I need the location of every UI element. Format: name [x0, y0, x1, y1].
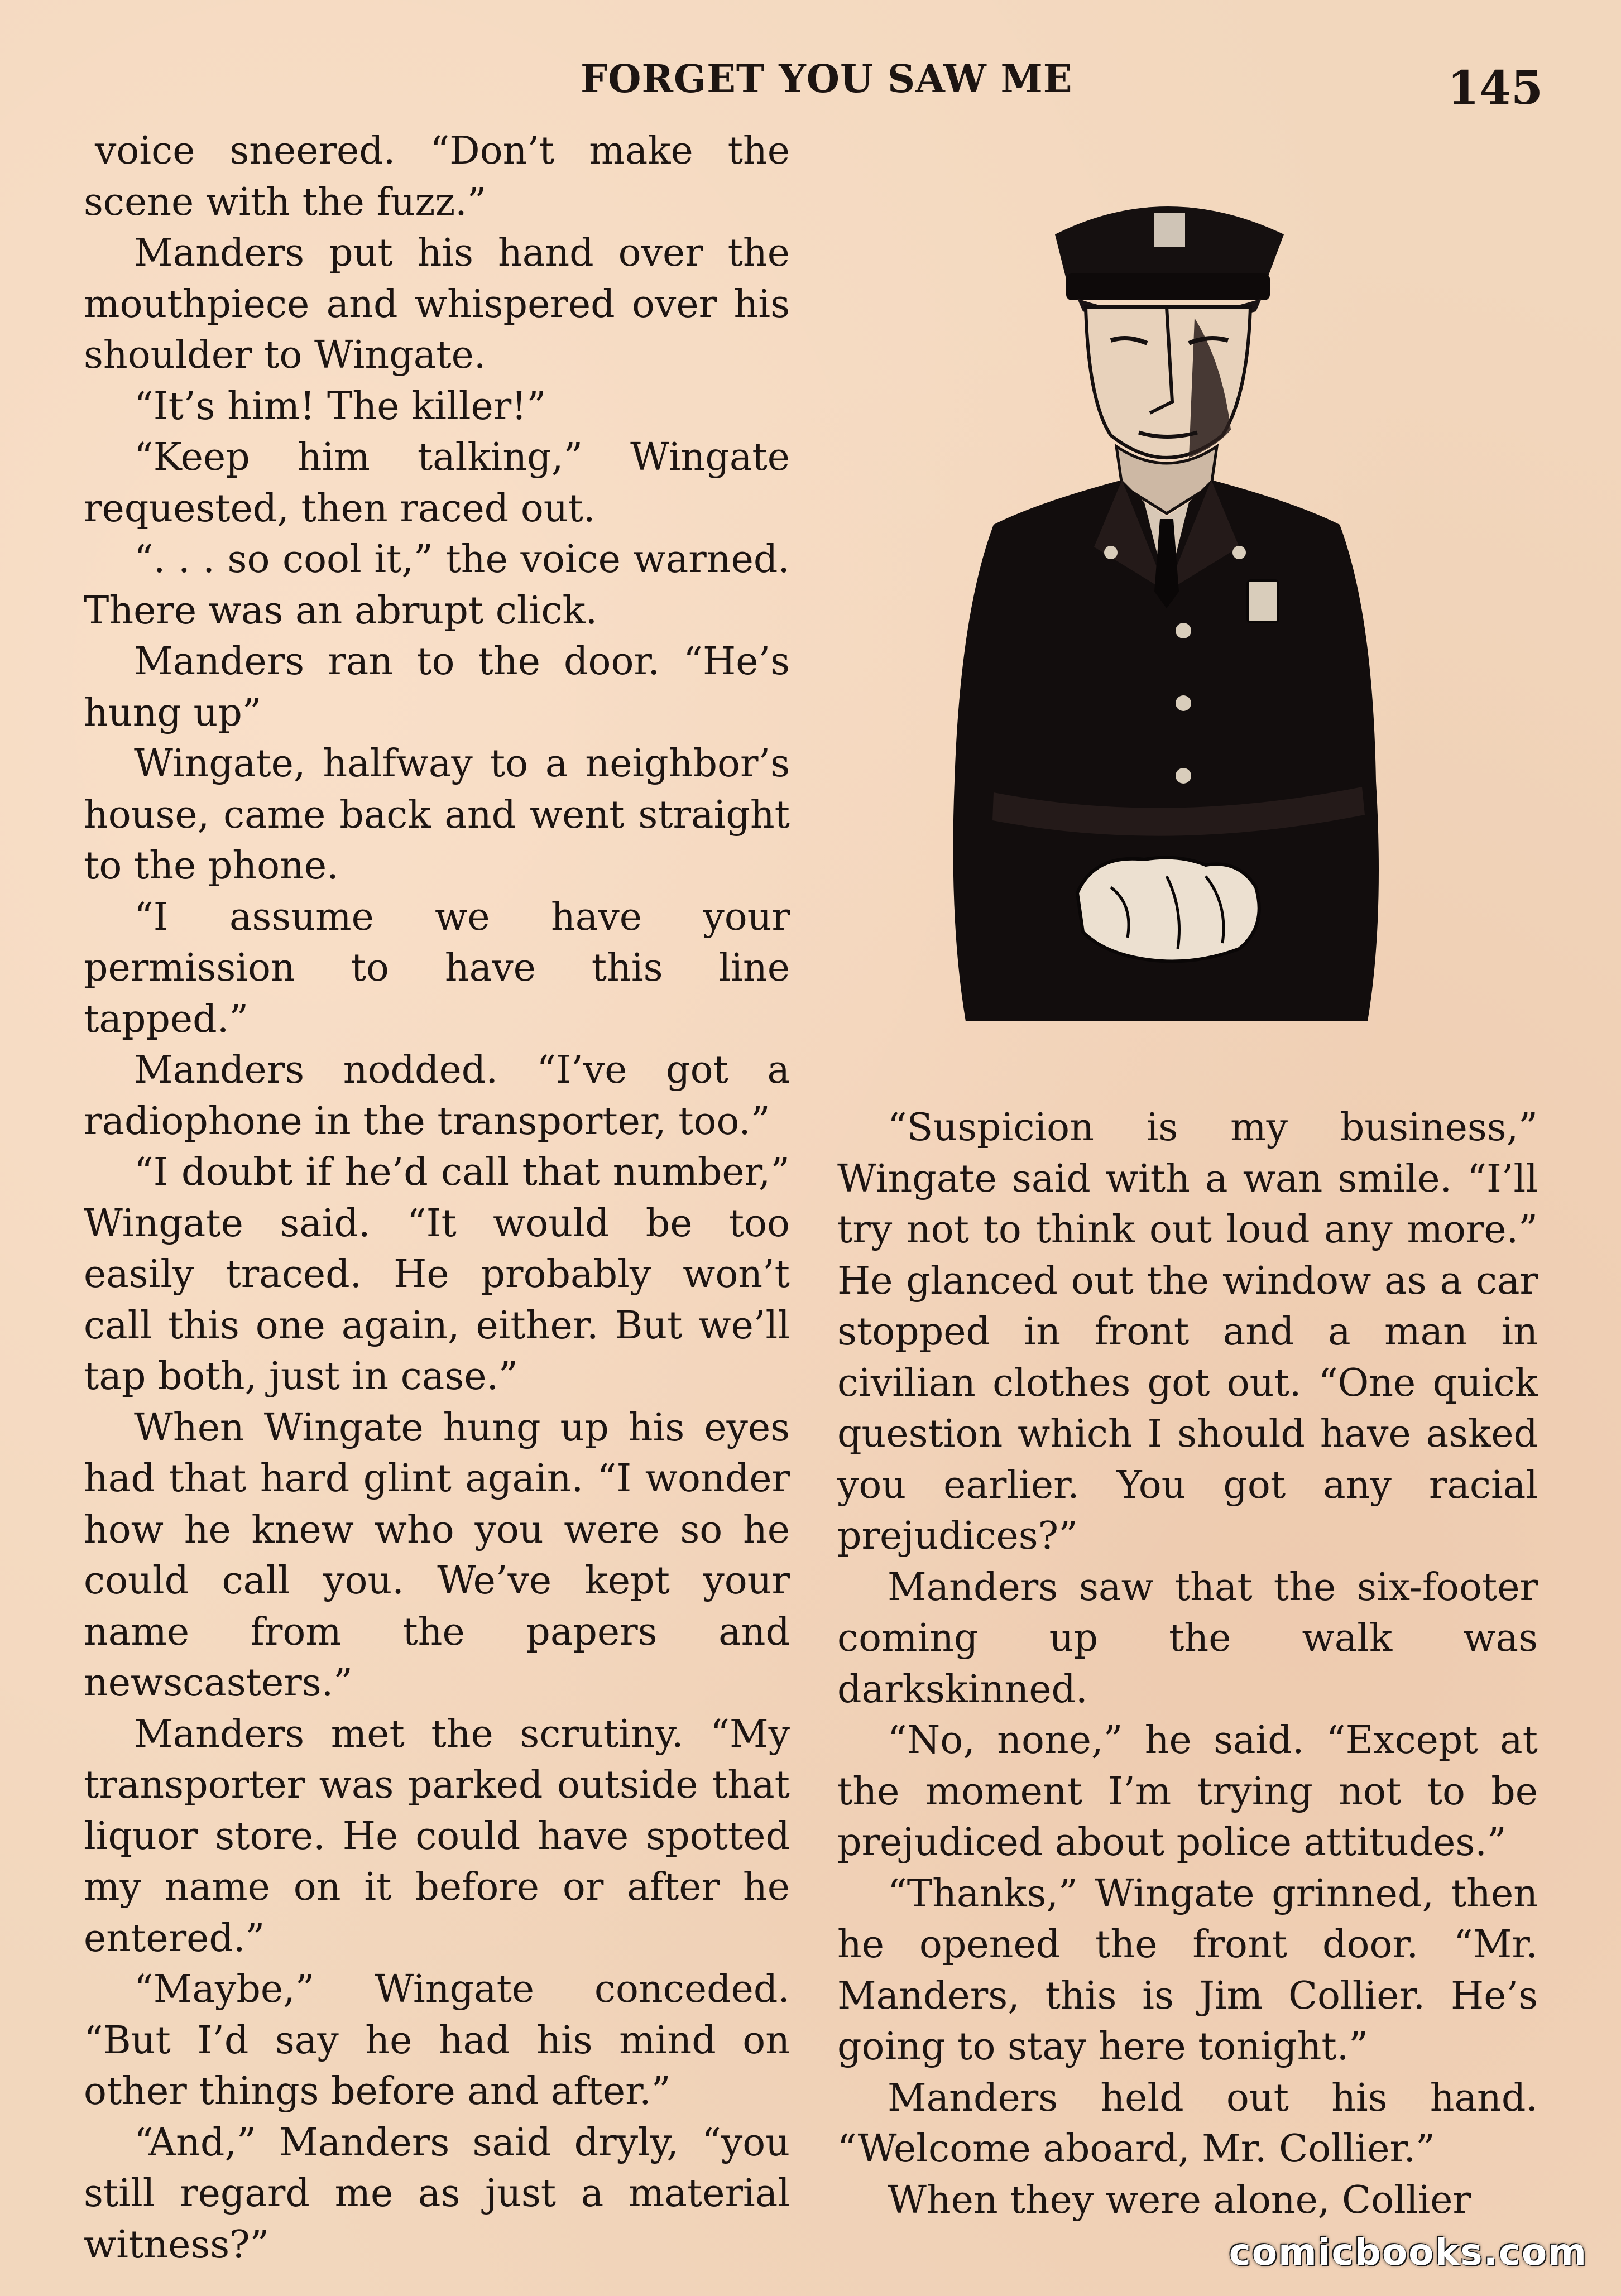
- paragraph: “Maybe,” Wingate conceded. “But I’d say he had his mind on other things before and after.”: [84, 1967, 790, 2114]
- paragraph: Manders saw that the six-footer coming up the walk was darkskinned.: [837, 1565, 1538, 1712]
- paragraph: “And,” Manders said dryly, “you still regard me as just a material witness?”: [84, 2120, 790, 2267]
- paragraph: “. . . so cool it,” the voice warned. There was an abrupt click.: [84, 537, 790, 633]
- left-text-column: [84, 126, 790, 2270]
- paragraph: Wingate, halfway to a neighbor’s house, came back and went straight to the phone.: [84, 742, 790, 888]
- paragraph: voice sneered. “Don’t make the scene with the fuzz.”: [84, 129, 790, 224]
- page-number: 145: [1447, 61, 1543, 115]
- paragraph: “I assume we have your permission to have this line tapped.”: [84, 895, 790, 1041]
- watermark: comicbooks.com: [1229, 2231, 1588, 2274]
- paragraph: When Wingate hung up his eyes had that hard glint again. “I wonder how he knew who you were so he could call you. We’ve kept your name from the papers and newscasters.”: [84, 1405, 790, 1705]
- paragraph: “Thanks,” Wingate grinned, then he opened the front door. “Mr. Manders, this is Jim Collier. He’s going to stay here tonight.”: [837, 1871, 1538, 2069]
- paragraph: “It’s him! The killer!”: [134, 384, 546, 429]
- running-title: FORGET YOU SAW ME: [581, 57, 1073, 102]
- police-officer-illustration: [927, 167, 1412, 1038]
- paragraph: Manders nodded. “I’ve got a radiophone in the transporter, too.”: [84, 1048, 790, 1144]
- paragraph: “No, none,” he said. “Except at the moment I’m trying not to be prejudiced about police attitudes.”: [837, 1718, 1538, 1865]
- clasped-hands: [1077, 858, 1259, 962]
- paragraph: “Keep him talking,” Wingate requested, then raced out.: [84, 435, 790, 531]
- paragraph: “I doubt if he’d call that number,” Wingate said. “It would be too easily traced. He probably won’t call this one again, either. But we’ll tap both, just in case.”: [84, 1150, 790, 1399]
- paragraph: Manders put his hand over the mouthpiece and whispered over his shoulder to Wingate.: [84, 231, 790, 377]
- paragraph: Manders met the scrutiny. “My transporter was parked outside that liquor store. He could have spotted my name on it before or after he entered.”: [84, 1712, 790, 1961]
- right-text-column: [837, 1102, 1538, 2226]
- paragraph: Manders ran to the door. “He’s hung up”: [84, 640, 790, 735]
- paragraph: “Suspicion is my business,” Wingate said with a wan smile. “I’ll try not to think out loud any more.” He glanced out the window as a car stopped in front and a man in civilian clothes got out. “One quick question which I should have asked you earlier. You got any racial prejudices?”: [837, 1106, 1538, 1558]
- badge: [1248, 580, 1278, 622]
- paragraph: Manders held out his hand. “Welcome aboard, Mr. Collier.”: [837, 2076, 1538, 2171]
- paragraph: When they were alone, Collier: [888, 2178, 1471, 2222]
